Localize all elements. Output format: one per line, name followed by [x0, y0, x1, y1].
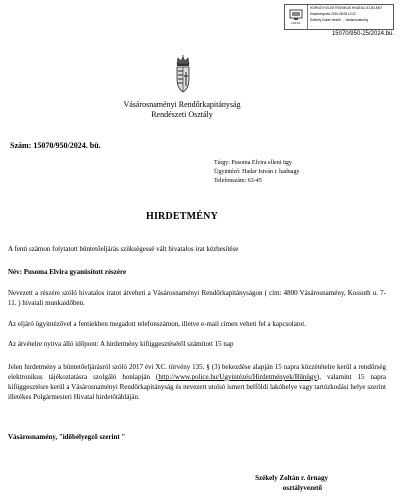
- document-title: HIRDETMÉNY: [145, 211, 218, 222]
- case-phone: Telefonszám: 63-45: [214, 178, 262, 184]
- stamp-logo: [285, 5, 308, 29]
- deadline-paragraph: Az átvételre nyitva álló időpont: A hirdetmény kifüggesztésétől számított 15 nap: [8, 340, 234, 348]
- contact-paragraph: Az eljáró ügyintézővel a fentiekben megadott telefonszámon, illetve e-mail címen veheti fel a kapcsolatot.: [8, 320, 306, 328]
- legal-paragraph: [8, 362, 386, 402]
- case-number: Szám: 15070/950/2024. bü.: [10, 141, 101, 150]
- stamp-line: Székely Zoltán rendőr ... Vasárosnamény: [310, 18, 369, 22]
- legal-text-end: ), valamint 15 napra kifüggesztésre kerül a Vásárosnaményi Rendőrkapitányság és nevezett utolsó ismert belföldi lakóhelye vagy tartózkodási helye szerint illetékes Polgármesteri Hivatal hirdetőtábláján.: [8, 373, 387, 401]
- signatory-name-row: [0, 474, 400, 482]
- department-name: Rendészeti Osztály: [151, 110, 213, 119]
- signatory-role-row: [0, 484, 400, 492]
- intro-paragraph: A fenti számon folytatott büntetőeljárás szükségessé vált hivatalos irat kézbesítése: [8, 245, 239, 253]
- coat-of-arms-icon: [174, 55, 192, 95]
- recipient-name: Név: Pusoma Elvira gyanúsított részére: [8, 268, 127, 276]
- place-and-date: Vásárosnamény, "időbélyegző szerint ": [8, 433, 126, 441]
- case-subject: Tárgy: Pusoma Elvira elleni ügy: [214, 160, 292, 166]
- organization-name: Vásárosnaményi Rendőrkapitányság: [123, 100, 241, 109]
- legal-text-start: Jelen hirdetmény a büntetőeljárásról szóló 2017 évi XC. törvény 135. § (3) bekezdése alapján 15 napra közzétételre kerül a rendőrség elektronikus tájékoztatásra szolgáló honlapján (: [8, 363, 386, 381]
- stamp-line: HORVÁTH ÉLEKTRONIKUS HIVATALI ÁTJELENT: [310, 6, 383, 10]
- stamp-logo-text: NOVA: [291, 21, 301, 25]
- document-reference: 15070/950-25/2024.bü.: [331, 31, 394, 37]
- pickup-paragraph: Nevezett a részére szóló hivatalos iratot átveheti a Vásárosnaményi Rendőrkapitányságon ( cím: 4800 Vásárosnamény, Kossuth u. 7-11. ) hivatali munkaidőben.: [8, 289, 386, 307]
- stamp-line: Kiadmányozta 2024.08.08 12:22: [310, 12, 356, 16]
- case-officer: Ügyintéző: Hadar István r. hadnagy: [214, 169, 300, 175]
- signatory-name: Székely Zoltán r. őrnagy: [255, 474, 328, 482]
- stamp-logo-icon: [289, 9, 303, 21]
- electronic-signature-stamp: [284, 4, 394, 30]
- signatory-role: osztályvezető: [282, 484, 322, 492]
- police-website-link[interactable]: http://www.police.hu/Ugyintézés/Hirdetmények/Bűnügy: [158, 373, 317, 381]
- stamp-text: [308, 5, 393, 29]
- stamp-line: ...: [310, 24, 313, 28]
